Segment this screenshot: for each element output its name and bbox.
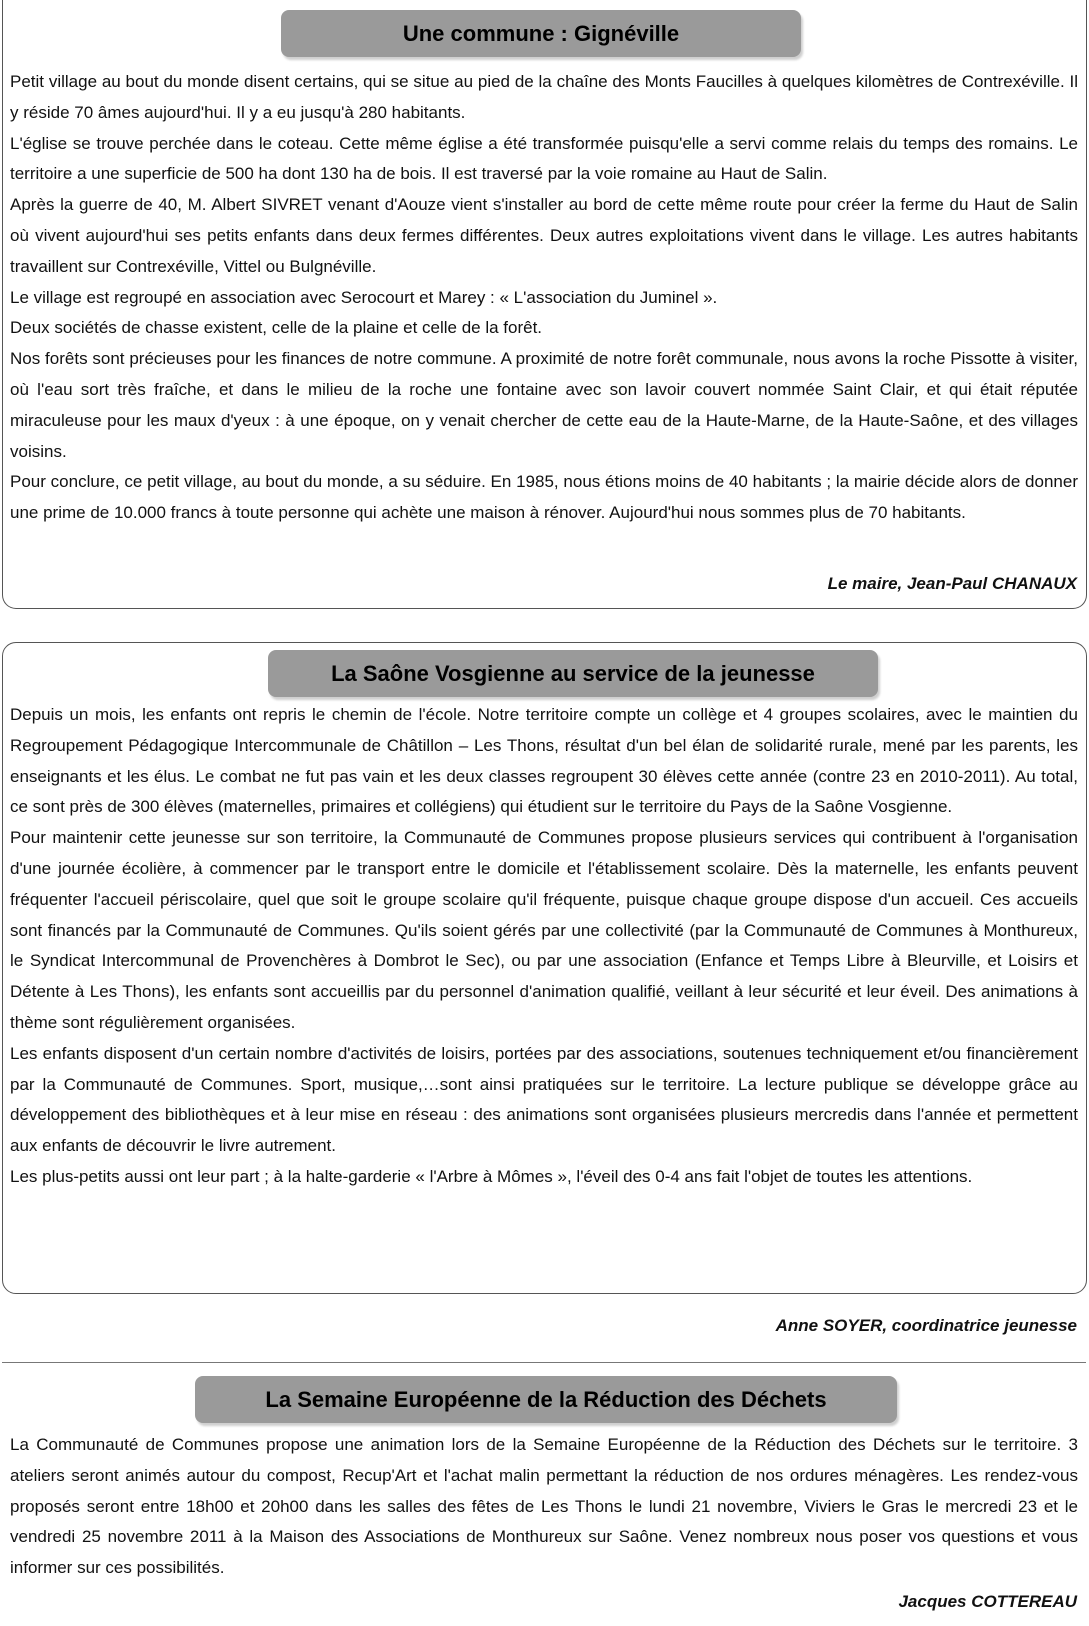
section-1-signature: Le maire, Jean-Paul CHANAUX	[827, 574, 1077, 593]
section-1-paragraph: Deux sociétés de chasse existent, celle de la plaine et celle de la forêt.	[10, 318, 543, 338]
section-3-paragraph: La Communauté de Communes propose une animation lors de la Semaine Européenne de la Réduction des Déchets sur le territoire. 3 ateliers seront animés autour du compost, Recup'Art et l'achat malin permettant la réduction de nos ordures ménagères. Les rendez-vous proposés seront entre 18h00 et 20h00 dans les salles des fêtes de Les Thons le lundi 21 novembre, Viviers le Gras le mercredi 23 et le vendredi 25 novembre 2011 à la Maison des Associations de Monthureux sur Saône. Venez nombreux nous poser vos questions et vous informer sur ces possibilités.	[10, 1435, 1078, 1578]
section-3-signature: Jacques COTTEREAU	[898, 1592, 1077, 1611]
section-2-signature: Anne SOYER, coordinatrice jeunesse	[775, 1316, 1077, 1335]
section-1-paragraph: Petit village au bout du monde disent certains, qui se situe au pied de la chaîne des Monts Faucilles à quelques kilomètres de Contrexéville. Il y réside 70 âmes aujourd'hui. Il y a eu jusqu'à 280 habitants.	[10, 72, 1078, 122]
section-1-paragraph: Pour conclure, ce petit village, au bout du monde, a su séduire. En 1985, nous étions moins de 40 habitants ; la mairie décide alors de donner une prime de 10.000 francs à toute personne qui achète une maison à rénover. Aujourd'hui nous sommes plus de 70 habitants.	[10, 472, 1078, 523]
section-1-title: Une commune : Gignéville	[281, 10, 801, 57]
section-2-paragraph: Les enfants disposent d'un certain nombre d'activités de loisirs, portées par des associations, soutenues techniquement et/ou financièrement par la Communauté de Communes. Sport, musique,…sont ainsi pratiquées sur le territoire. La lecture publique se développe grâce au développement des bibliothèques et à leur mise en réseau : des animations sont organisées plusieurs mercredis dans l'année et permettent aux enfants de découvrir le livre autrement.	[10, 1043, 1078, 1156]
section-1-body	[10, 67, 1078, 529]
section-3-title: La Semaine Européenne de la Réduction des Déchets	[195, 1376, 897, 1423]
section-2-paragraph: Pour maintenir cette jeunesse sur son territoire, la Communauté de Communes propose plusieurs services qui contribuent à l'organisation d'une journée écolière, à commencer par le transport entre le domicile et l'établissement scolaire. Dès la maternelle, les enfants peuvent fréquenter l'accueil périscolaire, quel que soit le groupe scolaire qu'il fréquente, puisque chaque groupe dispose d'un accueil. Ces accueils sont financés par la Communauté de Communes. Qu'ils soient gérés par une collectivité (par la Communauté de Communes à Monthureux, le Syndicat Intercommunal de Provenchères à Dombrot le Sec), ou par une association (Enfance et Temps Libre à Bleurville, et Loisirs et Détente à Les Thons), les enfants sont accueillis par du personnel d'animation qualifié, veillant à leur sécurité et leur éveil. Des animations à thème sont régulièrement organisées.	[10, 828, 1078, 1032]
section-2-paragraph: Depuis un mois, les enfants ont repris le chemin de l'école. Notre territoire compte un collège et 4 groupes scolaires, avec le maintien du Regroupement Pédagogique Intercommunale de Châtillon – Les Thons, résultat d'un bel élan de solidarité rurale, mené par les parents, les enseignants et les élus. Le combat ne fut pas vain et les deux classes regroupent 30 élèves cette année (contre 23 en 2010-2011). Au total, ce sont près de 300 élèves (maternelles, primaires et collégiens) qui étudient sur le territoire du Pays de la Saône Vosgienne.	[10, 705, 1078, 817]
section-1-paragraph: Après la guerre de 40, M. Albert SIVRET venant d'Aouze vient s'installer au bord de cette même route pour créer la ferme du Haut de Salin où vivent aujourd'hui ses petits enfants dans deux fermes différentes. Deux autres exploitations vivent dans le village. Les autres habitants travaillent sur Contrexéville, Vittel ou Bulgnéville.	[10, 195, 1078, 276]
section-2-body	[10, 700, 1078, 1193]
section-1-paragraph: Le village est regroupé en association avec Serocourt et Marey : « L'association du Juminel ».	[10, 287, 718, 307]
section-3-top-divider	[2, 1362, 1086, 1363]
section-1-paragraph: Nos forêts sont précieuses pour les finances de notre commune. A proximité de notre forêt communale, nous avons la roche Pissotte à visiter, où l'eau sort très fraîche, et dans le milieu de la roche une fontaine avec son lavoir couvert nommée Saint Clair, et qui était réputée miraculeuse pour les maux d'yeux : à une époque, on y venait chercher de cette eau de la Haute-Marne, de la Haute-Saône, et des villages voisins.	[10, 349, 1078, 461]
section-1-paragraph: L'église se trouve perchée dans le coteau. Cette même église a été transformée puisqu'elle a servi comme relais du temps des romains. Le territoire a une superficie de 500 ha dont 130 ha de bois. Il est traversé par la voie romaine au Haut de Salin.	[10, 133, 1078, 184]
section-2-title: La Saône Vosgienne au service de la jeunesse	[268, 650, 878, 697]
section-2-paragraph: Les plus-petits aussi ont leur part ; à la halte-garderie « l'Arbre à Mômes », l'éveil des 0-4 ans fait l'objet de toutes les attentions.	[10, 1166, 973, 1186]
section-3-body	[10, 1430, 1078, 1584]
